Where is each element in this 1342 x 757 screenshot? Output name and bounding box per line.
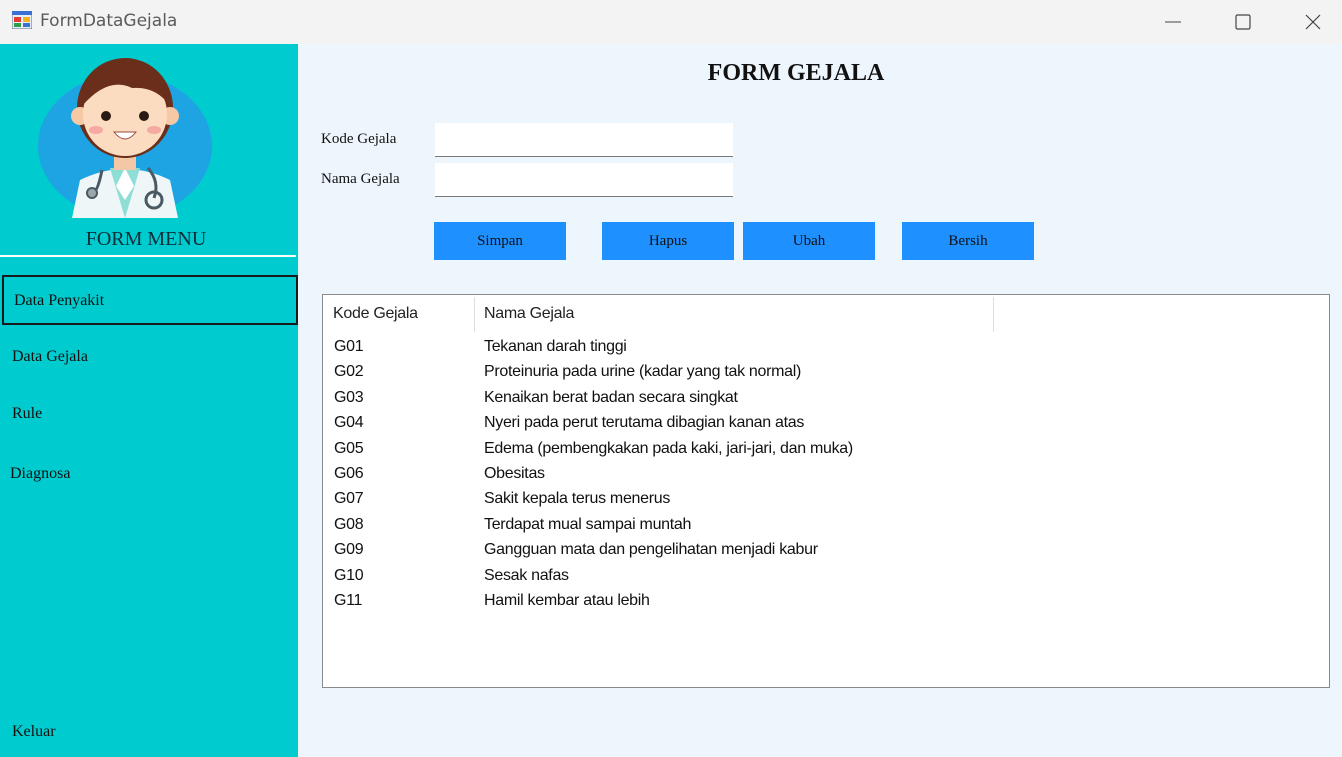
maximize-icon bbox=[1234, 13, 1252, 31]
table-row[interactable] bbox=[323, 537, 1329, 562]
minimize-button[interactable] bbox=[1138, 0, 1208, 44]
table-row[interactable] bbox=[323, 512, 1329, 537]
cell-nama-gejala: Proteinuria pada urine (kadar yang tak normal) bbox=[484, 363, 802, 381]
menu-item-data-penyakit[interactable]: Data Penyakit bbox=[2, 275, 298, 325]
cell-nama-gejala: Sesak nafas bbox=[484, 566, 569, 584]
cell-kode-gejala: G10 bbox=[334, 566, 364, 584]
cell-kode-gejala: G03 bbox=[334, 388, 364, 406]
column-header-nama[interactable]: Nama Gejala bbox=[484, 305, 575, 322]
cell-kode-gejala: G08 bbox=[334, 515, 364, 533]
table-row[interactable] bbox=[323, 436, 1329, 461]
cell-kode-gejala: G05 bbox=[334, 439, 364, 457]
ubah-button[interactable]: Ubah bbox=[743, 222, 875, 260]
cell-nama-gejala: Edema (pembengkakan pada kaki, jari-jari, dan muka) bbox=[484, 439, 853, 457]
cell-nama-gejala: Gangguan mata dan pengelihatan menjadi kabur bbox=[484, 541, 818, 559]
menu-item-data-gejala[interactable]: Data Gejala bbox=[12, 348, 88, 365]
cell-nama-gejala: Hamil kembar atau lebih bbox=[484, 592, 650, 609]
table-row[interactable] bbox=[323, 486, 1329, 511]
table-row[interactable] bbox=[323, 359, 1329, 384]
window-title: FormDataGejala bbox=[40, 11, 178, 31]
form-app-icon bbox=[12, 11, 32, 29]
kode-gejala-input[interactable] bbox=[435, 123, 733, 157]
maximize-button[interactable] bbox=[1208, 0, 1278, 44]
cell-kode-gejala: G11 bbox=[334, 592, 363, 609]
cell-nama-gejala: Kenaikan berat badan secara singkat bbox=[484, 388, 738, 406]
menu-item-diagnosa[interactable]: Diagnosa bbox=[10, 465, 71, 482]
main-panel bbox=[298, 44, 1342, 757]
column-divider[interactable] bbox=[993, 297, 994, 332]
nama-gejala-input[interactable] bbox=[435, 163, 733, 197]
doctor-avatar-icon bbox=[36, 50, 216, 220]
cell-nama-gejala: Nyeri pada perut terutama dibagian kanan atas bbox=[484, 414, 805, 432]
table-row[interactable] bbox=[323, 588, 1329, 613]
close-button[interactable] bbox=[1278, 0, 1342, 44]
cell-nama-gejala: Tekanan darah tinggi bbox=[484, 338, 627, 355]
menu-item-rule[interactable]: Rule bbox=[12, 405, 43, 422]
menu-divider bbox=[0, 255, 296, 257]
table-row[interactable] bbox=[323, 461, 1329, 486]
page-title: FORM GEJALA bbox=[707, 60, 885, 86]
kode-gejala-label: Kode Gejala bbox=[321, 131, 397, 147]
cell-kode-gejala: G06 bbox=[334, 465, 364, 482]
cell-nama-gejala: Sakit kepala terus menerus bbox=[484, 490, 671, 508]
cell-nama-gejala: Terdapat mual sampai muntah bbox=[484, 515, 692, 533]
table-row[interactable] bbox=[323, 563, 1329, 588]
cell-kode-gejala: G02 bbox=[334, 363, 364, 381]
close-icon bbox=[1304, 13, 1322, 31]
simpan-button[interactable]: Simpan bbox=[434, 222, 566, 260]
bersih-button[interactable]: Bersih bbox=[902, 222, 1034, 260]
cell-nama-gejala: Obesitas bbox=[484, 465, 545, 482]
column-header-kode[interactable]: Kode Gejala bbox=[333, 305, 418, 322]
cell-kode-gejala: G09 bbox=[334, 541, 364, 559]
cell-kode-gejala: G04 bbox=[334, 414, 364, 432]
hapus-button[interactable]: Hapus bbox=[602, 222, 734, 260]
sidebar bbox=[0, 44, 298, 757]
menu-title: FORM MENU bbox=[85, 228, 207, 250]
minimize-icon bbox=[1164, 13, 1182, 31]
cell-kode-gejala: G01 bbox=[334, 338, 364, 355]
nama-gejala-label: Nama Gejala bbox=[321, 171, 400, 187]
table-row[interactable] bbox=[323, 410, 1329, 435]
cell-kode-gejala: G07 bbox=[334, 490, 364, 508]
table-row[interactable] bbox=[323, 334, 1329, 359]
grid-header bbox=[323, 295, 1329, 332]
menu-item-keluar[interactable]: Keluar bbox=[12, 723, 56, 740]
table-row[interactable] bbox=[323, 385, 1329, 410]
title-bar bbox=[0, 0, 1342, 44]
gejala-data-grid[interactable] bbox=[322, 294, 1330, 688]
